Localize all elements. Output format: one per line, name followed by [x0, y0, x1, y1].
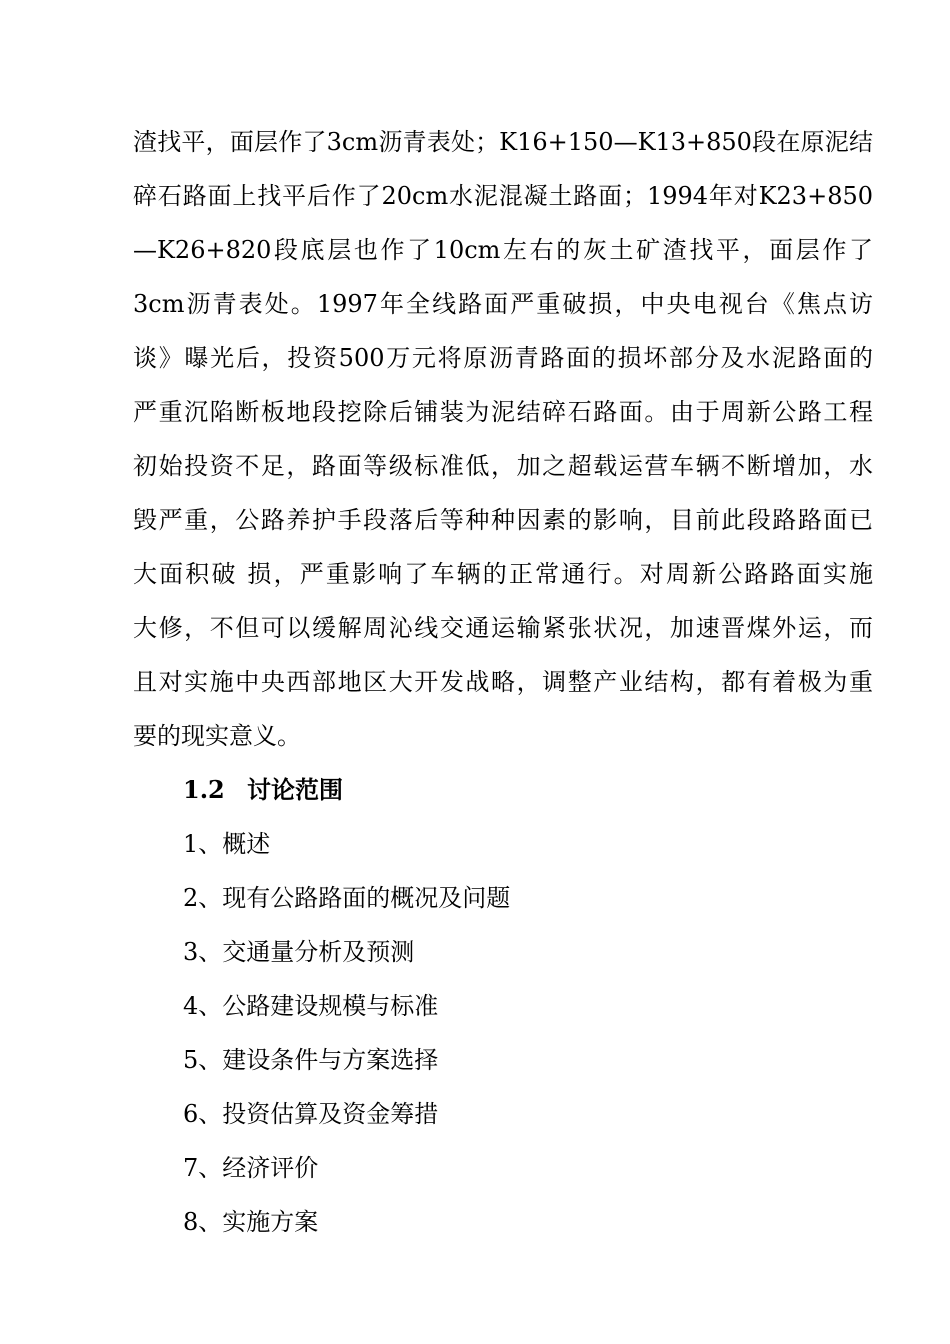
list-item: 5、建设条件与方案选择 — [183, 1046, 439, 1074]
paragraph-line-1: 渣找平，面层作了3cm沥青表处；K16+150—K13+850段在原泥结 — [133, 128, 873, 156]
paragraph-line-7: 初始投资不足，路面等级标准低，加之超载运营车辆不断增加，水 — [133, 452, 873, 480]
list-item: 6、投资估算及资金筹措 — [183, 1100, 439, 1128]
section-heading — [183, 776, 343, 804]
list-item: 8、实施方案 — [183, 1208, 319, 1236]
paragraph-line-6: 严重沉陷断板地段挖除后铺装为泥结碎石路面。由于周新公路工程 — [133, 398, 873, 426]
paragraph-line-11: 且对实施中央西部地区大开发战略，调整产业结构，都有着极为重 — [133, 668, 873, 696]
section-title: 讨论范围 — [247, 775, 343, 804]
list-item: 7、经济评价 — [183, 1154, 319, 1182]
paragraph-line-5: 谈》曝光后，投资500万元将原沥青路面的损坏部分及水泥路面的 — [133, 344, 873, 372]
paragraph-line-9: 大面积破 损，严重影响了车辆的正常通行。对周新公路路面实施 — [133, 560, 873, 588]
paragraph-line-12: 要的现实意义。 — [133, 722, 301, 750]
paragraph-line-3: —K26+820段底层也作了10cm左右的灰土矿渣找平，面层作了 — [133, 236, 873, 264]
paragraph-line-2: 碎石路面上找平后作了20cm水泥混凝土路面；1994年对K23+850 — [133, 182, 873, 210]
list-item: 3、交通量分析及预测 — [183, 938, 415, 966]
list-item: 4、公路建设规模与标准 — [183, 992, 439, 1020]
paragraph-line-4: 3cm沥青表处。1997年全线路面严重破损，中央电视台《焦点访 — [133, 290, 873, 318]
paragraph-line-10: 大修，不但可以缓解周沁线交通运输紧张状况，加速晋煤外运，而 — [133, 614, 873, 642]
list-item: 2、现有公路路面的概况及问题 — [183, 884, 511, 912]
list-item: 1、概述 — [183, 830, 271, 858]
section-number: 1.2 — [183, 775, 225, 804]
paragraph-line-8: 毁严重，公路养护手段落后等种种因素的影响，目前此段路路面已 — [133, 506, 873, 534]
